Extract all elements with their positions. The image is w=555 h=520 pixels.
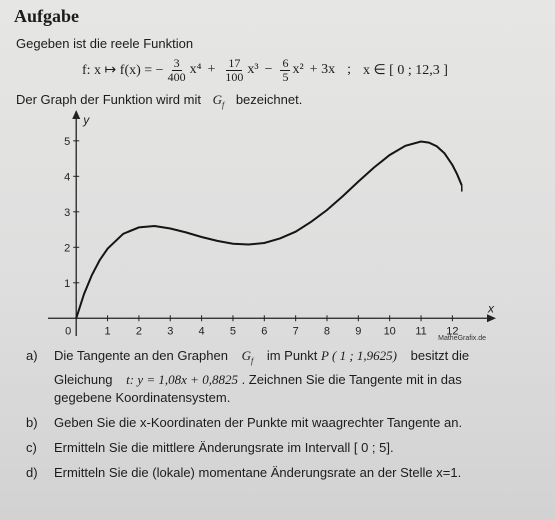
task-a-point: P ( 1 ; 1,9625)	[321, 348, 397, 363]
formula-domain: x ∈ [ 0 ; 12,3 ]	[362, 62, 448, 78]
x-tick-label: 3	[167, 325, 174, 338]
x-tick-label: 2	[135, 325, 142, 338]
formula-tail: + 3x	[309, 62, 336, 77]
graph-description	[16, 92, 302, 110]
task-c	[26, 439, 541, 457]
y-axis-label: y	[83, 113, 90, 127]
formula-lhs: f: x ↦ f(x) = −	[82, 62, 164, 78]
x-tick-label: 6	[261, 325, 268, 338]
task-c-text: Ermitteln Sie die mittlere Änderungsrate im Intervall [ 0 ; 5].	[54, 439, 394, 455]
task-b-label: b)	[26, 414, 38, 430]
graph-text-after: bezeichnet.	[235, 92, 303, 107]
y-tick-label: 2	[64, 242, 71, 255]
task-a-text-3: besitzt die	[410, 348, 470, 363]
fraction-3-numerator: 6	[282, 55, 289, 70]
watermark-text: MatheGrafix.de	[438, 335, 486, 342]
task-a-label: a)	[26, 348, 38, 363]
tangent-equation: t: y = 1,08x + 0,8825	[126, 371, 238, 387]
task-list	[26, 347, 541, 489]
x-tick-label: 1	[104, 325, 111, 338]
plus-sign: +	[207, 62, 216, 77]
x-tick-label: 4	[198, 325, 205, 338]
fraction-term-2	[223, 57, 245, 84]
term-3-power: x²	[292, 62, 304, 77]
task-a-text-1: Die Tangente an den Graphen	[54, 348, 228, 363]
x-tick-label: 10	[383, 325, 396, 338]
x-tick-label: 11	[415, 325, 427, 338]
task-b	[26, 414, 541, 432]
formula-separator: ;	[347, 62, 351, 77]
x-axis-label: x	[488, 301, 494, 316]
x-tick-label: 5	[229, 325, 237, 338]
x-tick-label: 7	[292, 325, 299, 338]
y-tick-label: 1	[64, 277, 71, 290]
task-a-text-4: Gleichung	[54, 371, 113, 387]
y-tick-label: 5	[64, 135, 71, 148]
x-tick-label: 12	[446, 325, 459, 338]
fraction-term-3	[280, 57, 290, 84]
y-tick-label: 4	[64, 171, 71, 184]
fraction-3-denominator: 5	[282, 69, 289, 84]
task-d-label: d)	[26, 464, 38, 480]
graph-text-before: Der Graph der Funktion wird mit	[16, 92, 201, 107]
x-tick-label: 0	[65, 325, 72, 338]
intro-text: Gegeben ist die reele Funktion	[16, 36, 194, 51]
y-tick-label: 3	[64, 206, 71, 219]
task-a-graph-symbol: $G_f$	[241, 348, 254, 366]
task-a-text-2: im Punkt	[266, 348, 318, 363]
task-d	[26, 464, 541, 482]
function-formula	[82, 52, 448, 88]
fraction-2-numerator: 17	[228, 55, 241, 70]
graph-symbol: $G_f$	[212, 92, 225, 110]
task-b-text: Geben Sie die x-Koordinaten der Punkte mit waagrechter Tangente an.	[54, 414, 463, 430]
y-axis-arrow	[72, 110, 80, 119]
page-title: Aufgabe	[14, 6, 80, 26]
minus-sign: −	[264, 62, 273, 77]
fraction-2-denominator: 100	[225, 69, 244, 84]
fraction-term-1	[166, 57, 188, 84]
term-2-power: x³	[247, 62, 259, 77]
x-tick-label: 8	[323, 325, 331, 338]
function-plot	[0, 110, 555, 342]
task-a	[26, 347, 541, 407]
task-a-text-5: . Zeichnen Sie die Tangente mit in das	[241, 371, 462, 387]
x-axis-arrow	[487, 314, 496, 322]
fraction-1-numerator: 3	[173, 55, 180, 70]
task-a-text-6: gegebene Koordinatensystem.	[54, 389, 231, 405]
fraction-1-denominator: 400	[167, 69, 186, 84]
function-curve	[76, 142, 462, 319]
task-d-text: Ermitteln Sie die (lokale) momentane Änderungsrate an der Stelle x=1.	[54, 464, 462, 480]
term-1-power: x⁴	[189, 62, 202, 77]
x-tick-label: 9	[355, 325, 362, 338]
task-c-label: c)	[26, 439, 37, 455]
